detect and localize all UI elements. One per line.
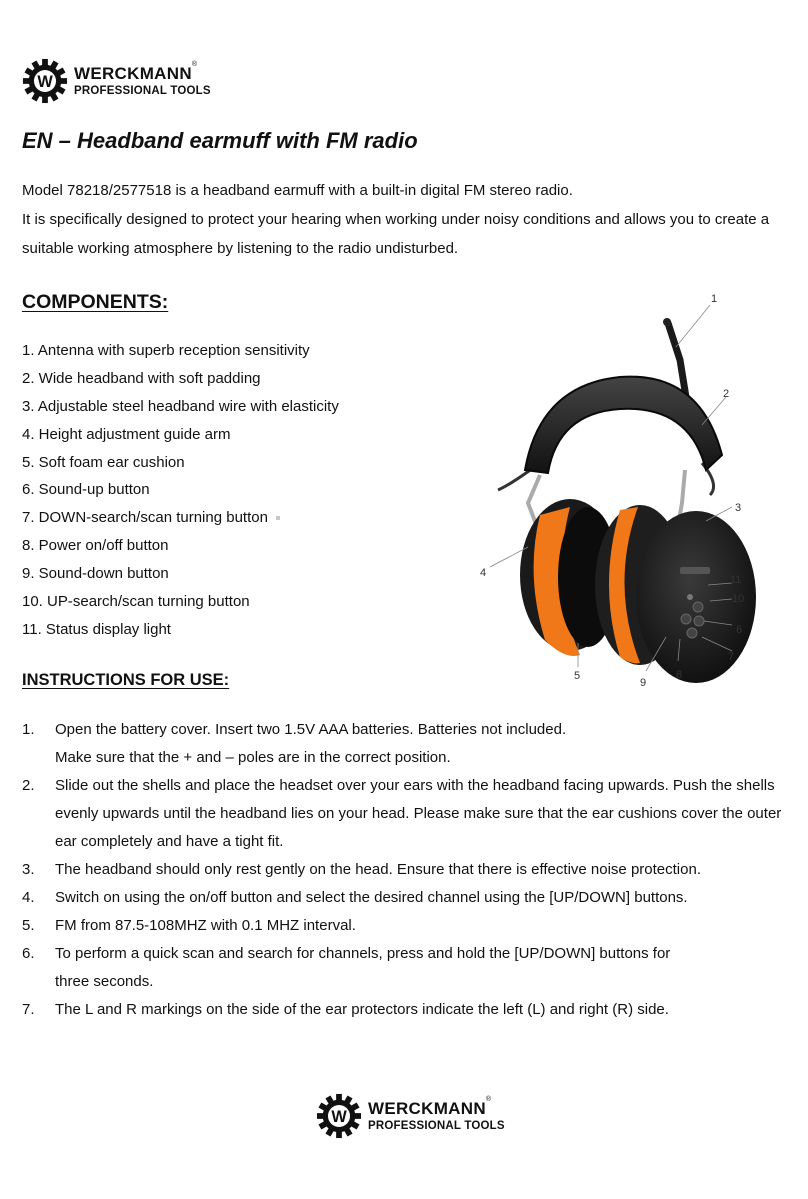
instruction-item [22,772,792,856]
instruction-item [22,940,792,996]
registered-mark: ® [191,60,198,68]
component-item: 10. UP-search/scan turning button [22,593,250,611]
brand-name: WERCKMANN ® [368,1095,492,1118]
instruction-item [22,996,792,1024]
diagram-label-11: 11 [730,574,742,586]
component-item: 11. Status display light [22,620,171,638]
instruction-item [22,856,792,884]
instructions-heading: INSTRUCTIONS FOR USE: [22,671,230,689]
diagram-label-9: 9 [640,677,647,689]
diagram-label-5: 5 [574,670,581,682]
registered-mark: ® [485,1095,492,1103]
diagram-label-2: 2 [723,388,730,400]
instruction-number: 3. [22,861,35,878]
diagram-label-6: 6 [736,624,743,636]
components-heading: COMPONENTS: [22,291,169,313]
component-item: 7. DOWN-search/scan turning button [22,504,339,532]
earmuff-product-diagram [470,285,790,690]
document-title: EN – Headband earmuff with FM radio [22,128,418,153]
instruction-text: FM from 87.5-108MHZ with 0.1 MHZ interval. [55,917,356,934]
instruction-item [22,912,792,940]
power-button [681,614,691,624]
instruction-text: To perform a quick scan and search for channels, press and hold the [UP/DOWN] buttons for three seconds. [55,945,671,990]
emblem-letter: W [37,72,53,91]
component-item: 2. Wide headband with soft padding [22,369,261,387]
component-item: 4. Height adjustment guide arm [22,425,231,443]
headband [525,377,722,473]
brand-logo-bottom [316,1093,505,1139]
instruction-item [22,884,792,912]
brand-tagline: PROFESSIONAL TOOLS [368,1119,505,1132]
gear-emblem-icon [316,1093,362,1139]
status-light [687,594,693,600]
instruction-number: 1. [22,721,35,738]
brand-logo-top [22,58,211,104]
diagram-label-7: 7 [728,651,735,663]
component-item: 6. Sound-up button [22,481,150,499]
instruction-text: The headband should only rest gently on the head. Ensure that there is effective noise protection. [55,861,701,878]
intro-paragraph: Model 78218/2577518 is a headband earmuff with a built-in digital FM stereo radio. [22,182,573,199]
diagram-label-1: 1 [711,293,718,305]
instruction-item [22,716,792,772]
instruction-number: 5. [22,917,35,934]
instruction-text: The L and R markings on the side of the ear protectors indicate the left (L) and right (R) side. [55,1001,669,1018]
component-item: 5. Soft foam ear cushion [22,453,185,471]
diagram-label-10: 10 [732,593,745,605]
instruction-number: 2. [22,777,35,794]
component-item: 3. Adjustable steel headband wire with elasticity [22,397,339,415]
instruction-number: 4. [22,889,35,906]
instructions-list [22,716,792,1024]
sound-up-button [694,616,704,626]
intro-text [22,176,792,263]
instruction-text: Open the battery cover. Insert two 1.5V AAA batteries. Batteries not included. Make sure that the + and – poles are in the correct position. [55,721,567,766]
component-item: 1. Antenna with superb reception sensitivity [22,342,310,359]
instruction-number: 6. [22,945,35,962]
instruction-text: Slide out the shells and place the headset over your ears with the headband facing upwards. Push the shells evenly upwards until the headband lies on your head. Please make sure that the ear cushions cover the outer ear completely and have a tight fit. [55,777,782,850]
diagram-label-3: 3 [735,502,742,514]
component-item: 9. Sound-down button [22,565,169,583]
components-list [22,337,339,644]
component-item: 8. Power on/off button [22,537,169,555]
down-button [687,628,697,638]
diagram-label-4: 4 [480,567,487,579]
stray-mark [276,516,280,520]
diagram-label-8: 8 [676,669,683,681]
instruction-number: 7. [22,1001,35,1018]
intro-paragraph: It is specifically designed to protect your hearing when working under noisy conditions and allows you to create a suitable working atmosphere by listening to the radio undisturbed. [22,211,770,257]
instruction-text: Switch on using the on/off button and select the desired channel using the [UP/DOWN] buttons. [55,889,688,906]
brand-name: WERCKMANN ® [74,60,198,83]
emblem-letter: W [331,1107,347,1126]
brand-tagline: PROFESSIONAL TOOLS [74,84,211,97]
gear-emblem-icon [22,58,68,104]
up-button [693,602,703,612]
